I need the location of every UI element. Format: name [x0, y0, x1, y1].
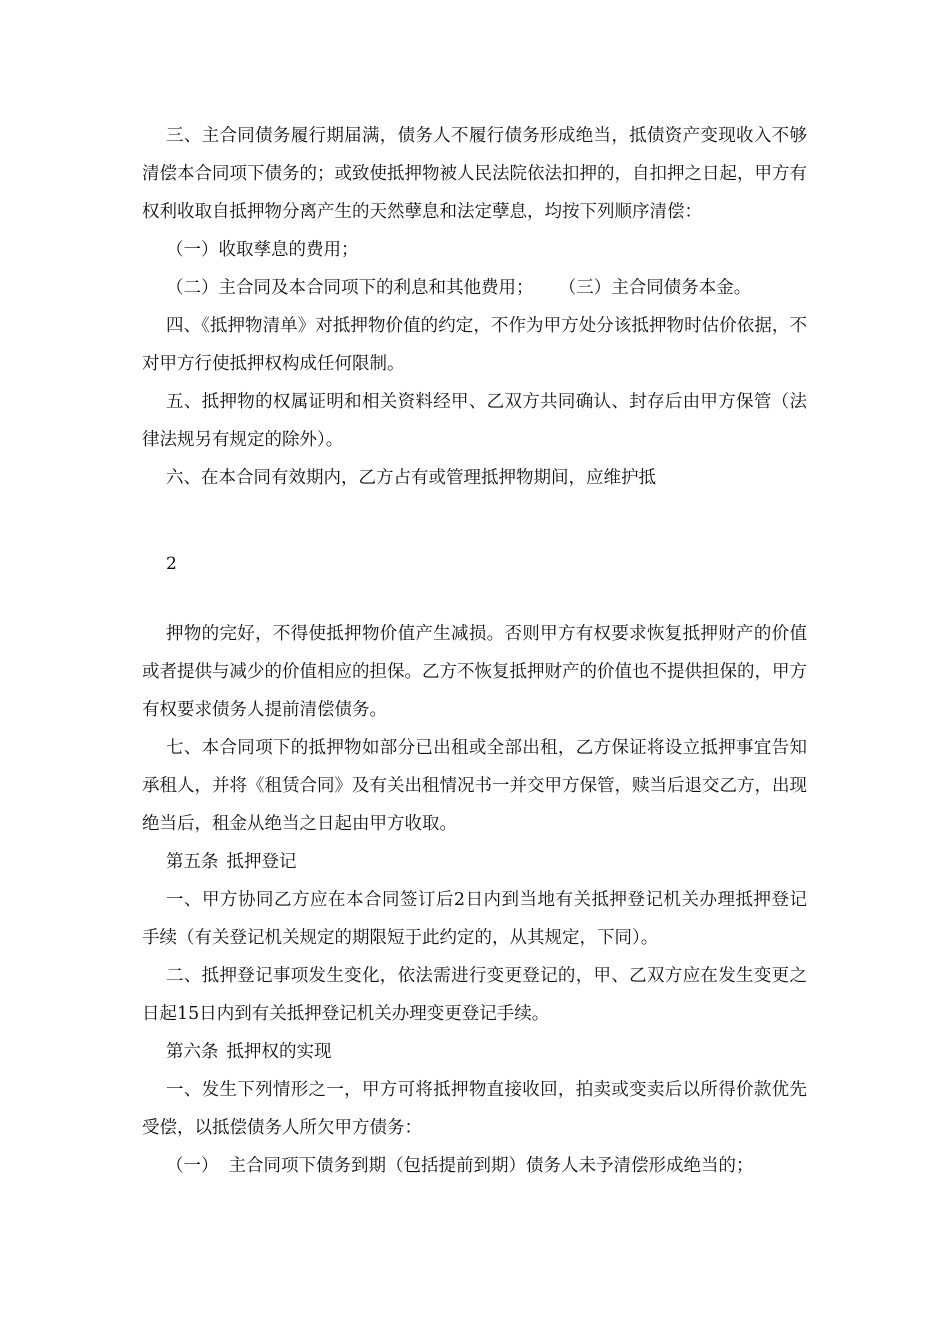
article-5-number: 第五条	[166, 852, 219, 872]
article-6-item-1-label: （一）	[166, 1156, 219, 1176]
clause-3-items-2-3	[142, 269, 807, 307]
clause-7-paragraph: 七、本合同项下的抵押物如部分已出租或全部出租，乙方保证将设立抵押事宜告知承租人，并将《租赁合同》及有关出租情况书一并交甲方保管，赎当后退交乙方，出现绝当后，租金从绝当之日起由甲方收取。	[142, 738, 807, 834]
article-5-clause-1: 一、甲方协同乙方应在本合同签订后2日内到当地有关抵押登记机关办理抵押登记手续（有关登记机关规定的期限短于此约定的，从其规定，下同）。	[142, 890, 807, 948]
bottom-section	[142, 615, 807, 1185]
article-6-title: 抵押权的实现	[226, 1042, 332, 1062]
article-6-item-1	[142, 1147, 807, 1185]
article-6-clause-1: 一、发生下列情形之一，甲方可将抵押物直接收回，拍卖或变卖后以所得价款优先受偿，以抵偿债务人所欠甲方债务：	[142, 1080, 807, 1138]
article-5-title: 抵押登记	[226, 852, 297, 872]
clause-3-item-3: （三）主合同债务本金。	[567, 278, 752, 298]
article-5-clause-2: 二、抵押登记事项发生变化，依法需进行变更登记的，甲、乙双方应在发生变更之日起15日内到有关抵押登记机关办理变更登记手续。	[142, 966, 807, 1024]
clause-6-paragraph-continued: 押物的完好，不得使抵押物价值产生减损。否则甲方有权要求恢复抵押财产的价值或者提供与减少的价值相应的担保。乙方不恢复抵押财产的价值也不提供担保的，甲方有权要求债务人提前清偿债务。	[142, 624, 807, 720]
article-6-item-1-text: 主合同项下债务到期（包括提前到期）债务人未予清偿形成绝当的；	[228, 1156, 754, 1176]
clause-6-paragraph-start: 六、在本合同有效期内，乙方占有或管理抵押物期间，应维护抵	[166, 468, 656, 488]
clause-3-paragraph: 三、主合同债务履行期届满，债务人不履行债务形成绝当，抵债资产变现收入不够清偿本合同项下债务的；或致使抵押物被人民法院依法扣押的，自扣押之日起，甲方有权利收取自抵押物分离产生的天然孽息和法定孽息，均按下列顺序清偿：	[142, 126, 807, 222]
page-number: 2	[166, 554, 177, 574]
clause-4-paragraph: 四、《抵押物清单》对抵押物价值的约定，不作为甲方处分该抵押物时估价依据，不对甲方行使抵押权构成任何限制。	[142, 316, 807, 374]
clause-3-item-1: （一）收取孳息的费用；	[166, 240, 359, 260]
top-section	[142, 117, 807, 497]
clause-3-item-2: （二）主合同及本合同项下的利息和其他费用；	[166, 278, 534, 298]
article-6-number: 第六条	[166, 1042, 219, 1062]
article-6-heading	[142, 1033, 807, 1071]
article-5-heading	[142, 843, 807, 881]
clause-5-paragraph: 五、抵押物的权属证明和相关资料经甲、乙双方共同确认、封存后由甲方保管（法律法规另有规定的除外）。	[142, 392, 807, 450]
